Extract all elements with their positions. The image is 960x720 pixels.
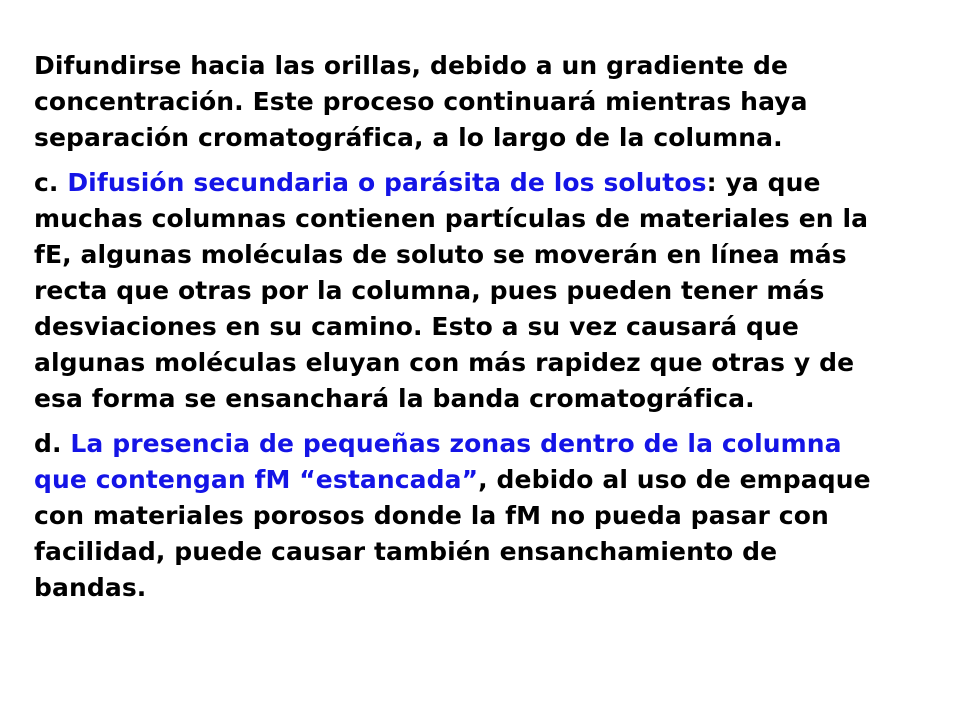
item-d-body: , debido al uso de empaque con materiales porosos donde la fM no pueda pasar con facilidad, puede causar también ensanchamiento de bandas. <box>34 465 871 602</box>
item-c-prefix: c. <box>34 168 68 197</box>
item-c-body: : ya que muchas columnas contienen partículas de materiales en la fE, algunas moléculas de soluto se moverán en línea más recta que otras por la columna, pues pueden tener más desviaciones en su camino. Esto a su vez causará que algunas moléculas eluyan con más rapidez que otras y de esa forma se ensanchará la banda cromatográfica. <box>34 168 869 413</box>
paragraph-item-d <box>34 426 920 606</box>
item-d-prefix: d. <box>34 429 71 458</box>
paragraph-continuation-text: Difundirse hacia las orillas, debido a un gradiente de concentración. Este proceso continuará mientras haya separación cromatográfica, a lo largo de la columna. <box>34 51 808 152</box>
paragraph-item-c <box>34 165 920 417</box>
item-c-heading: Difusión secundaria o parásita de los solutos <box>67 168 707 197</box>
paragraph-continuation <box>34 48 920 156</box>
item-d-heading: La presencia de pequeñas zonas dentro de la columna que contengan fM “estancada” <box>34 429 842 494</box>
